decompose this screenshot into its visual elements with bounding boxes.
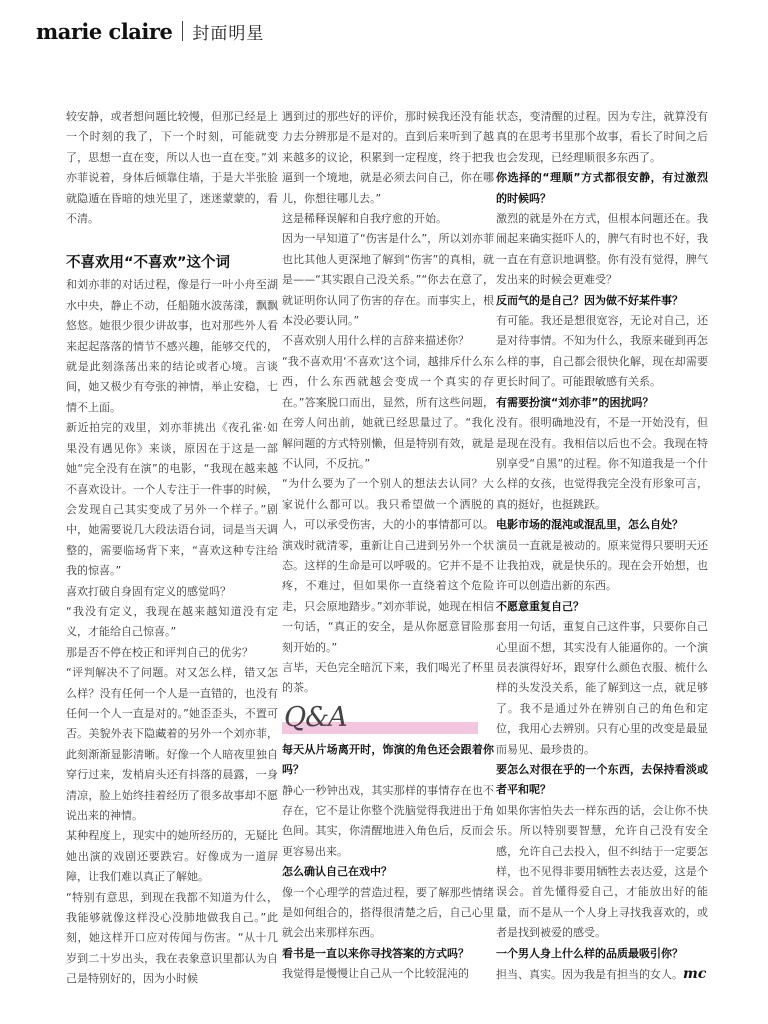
paragraph-text: 套用一句话，重复自己这件事，只要你自己心里面不想，其实没有人能逼你的。一个演员表演得好坏，跟穿什么颜色衣服、梳什么样的头发没关系，能了解到这一点，就足够了。我不是通过外在辨别自己的角色和定位，我用心去辨别。只有心里的改变是最显而易见、最珍贵的。 xyxy=(496,620,708,756)
paragraph-text: 这是稀释误解和自我疗愈的开始。 xyxy=(282,212,447,226)
magazine-header xyxy=(36,14,264,48)
interview-question xyxy=(496,515,708,535)
paragraph-text: 电影市场的混沌或混乱里，怎么自处？ xyxy=(496,518,683,532)
body-paragraph xyxy=(66,602,278,643)
paragraph-text: 没有。很明确地没有，不是一开始没有，但是现在没有。我相信以后也不会。我现在特别享受“自黑”的过程。你不知道我是一个什么样的女孩，也觉得我完全没有形象可言，真的挺好，也挺跳跃。 xyxy=(496,416,708,511)
paragraph-text: 那是否不停在校正和评判自己的优劣？ xyxy=(66,645,253,659)
interview-question xyxy=(496,760,708,801)
article-column-3 xyxy=(496,107,708,985)
paragraph-text: “评判解决不了问题。对又怎么样，错又怎么样？没有任何一个人是一直错的，也没有任何一个人一直是对的。”她歪歪头，不置可否。美貌外表下隐藏着的另外一个刘亦菲，此刻渐渐显影清晰。好像一个人暗夜里独自穿行过来，发梢肩头还有抖落的晨露，一身清凉，脸上始终挂着经历了很多故事却不愿说出来的神情。 xyxy=(66,666,278,822)
paragraph-text: 激烈的就是外在方式，但根本问题还在。我闹起来确实挺吓人的，脾气有时也不好，我一直在有意识地调整。你有没有觉得，脾气发出来的时候会更难受？ xyxy=(496,212,708,287)
body-paragraph xyxy=(66,418,278,581)
paragraph-text: 喜欢打破自身固有定义的感觉吗？ xyxy=(66,584,231,598)
paragraph-text: 状态，变清醒的过程。因为专注，就算没有真的在思考书里那个故事，看长了时间之后也会发现，已经理顺很多东西了。 xyxy=(496,110,708,164)
body-paragraph xyxy=(66,582,278,602)
body-paragraph xyxy=(282,781,494,863)
body-paragraph xyxy=(66,275,278,418)
paragraph-text: 某种程度上，现实中的她所经历的，无疑比她出演的戏剧还要跌宕。好像成为一道屏障，让我们难以真正了解她。 xyxy=(66,829,278,884)
body-paragraph xyxy=(282,209,494,229)
body-paragraph xyxy=(496,107,708,168)
paragraph-text: “特别有意思，到现在我都不知道为什么，我能够就像这样没心没肺地做我自己。”此刻，她这样开口应对传闻与伤害。“从十几岁到二十岁出头，我在表象意识里都认为自己是特别好的，因为小时候 xyxy=(66,890,278,986)
paragraph-text: 演员一直就是被动的。原来觉得只要明天还让我拍戏，就是快乐的。现在会开始想，也许可以创造出新的东西。 xyxy=(496,538,708,593)
body-paragraph xyxy=(496,801,708,944)
paragraph-text: 不喜欢别人用什么样的言辞来描述你？ xyxy=(282,334,469,348)
qa-title: Q&A xyxy=(284,701,347,733)
body-paragraph xyxy=(282,883,494,944)
body-paragraph xyxy=(496,311,708,393)
body-paragraph xyxy=(66,888,278,990)
body-paragraph xyxy=(496,617,708,760)
interview-question xyxy=(496,168,708,209)
paragraph-text: 因为一早知道了“伤害是什么”，所以刘亦菲也比其他人更深地了解到“伤害”的真相，就是——“其实跟自己没关系。”“你去在意了，就证明你认同了伤害的存在。而事实上，根本没必要认同。” xyxy=(282,232,494,328)
interview-question xyxy=(496,597,708,617)
paragraph-text: 和刘亦菲的对话过程，像是行一叶小舟至湖水中央，静止不动，任船随水波荡漾，飘飘悠悠。她很少很少讲故事，也对那些外人看来起起落落的情节不感兴趣，能够交代的，就是此刻涤荡出来的结论或者心境。言谈间，她又极少有夸张的神情，举止安稳，七情不上面。 xyxy=(66,278,278,414)
paragraph-text: 每天从片场离开时，饰演的角色还会跟着你吗？ xyxy=(282,742,494,777)
paragraph-text: 反而气的是自己？因为做不好某件事？ xyxy=(496,293,683,307)
body-paragraph xyxy=(66,826,278,887)
interview-question xyxy=(496,393,708,413)
paragraph-text: 一个男人身上什么样的品质最吸引你？ xyxy=(496,946,683,960)
interview-question xyxy=(496,291,708,311)
body-paragraph xyxy=(282,229,494,331)
paragraph-text: “我没有定义，我现在越来越知道没有定义，才能给自己惊喜。” xyxy=(66,604,278,639)
article-column-2 xyxy=(282,107,494,985)
paragraph-text: 怎么确认自己在戏中？ xyxy=(282,865,392,879)
header-divider xyxy=(182,21,183,41)
article-column-1 xyxy=(66,107,278,990)
body-paragraph xyxy=(66,107,278,229)
body-paragraph xyxy=(496,209,708,291)
paragraph-text: 如果你害怕失去一样东西的话，会让你不快乐。所以特别要智慧，允许自己没有安全感，允许自己去投入，但不纠结于一定要怎样，也不见得非要用牺牲去表达爱，这是个误会。首先懂得爱自己，才能放出好的能量，而不是从一个人身上寻找我喜欢的，或者是找到被爱的感受。 xyxy=(496,803,708,940)
body-paragraph xyxy=(282,331,494,351)
body-paragraph xyxy=(282,107,494,209)
paragraph-text: “为什么要为了一个别人的想法去认同？大家说什么都可以。我只希望做一个洒脱的人，可以承受伤害，大的小的事情都可以。演戏时就清零，重新让自己进到另外一个状态。这样的生命是可以呼吸的。它并不是不疼，不难过，但如果你一直绕着这个危险走，只会原地踏步。”刘亦菲说，她现在相信一句话，“真正的安全，是从你愿意冒险那刻开始的。” xyxy=(282,477,494,654)
body-paragraph xyxy=(496,413,708,515)
paragraph-text: 看书是一直以来你寻找答案的方式吗？ xyxy=(282,946,469,960)
paragraph-text: “我不喜欢用‘不喜欢’这个词，越排斥什么东西，什么东西就越会变成一个真实的存在。”答案脱口而出，显然，所有这些问题，在旁人问出前，她就已经思量过了。“我化解问题的方式特别懒，但是特别有效，就是不认同，不反抗。” xyxy=(282,354,494,470)
body-paragraph xyxy=(496,536,708,597)
section-title: 封面明星 xyxy=(192,23,265,44)
body-paragraph xyxy=(496,964,708,985)
body-paragraph xyxy=(282,964,494,984)
qa-heading xyxy=(282,701,482,738)
body-paragraph xyxy=(282,658,494,699)
mc-end-mark: mc xyxy=(683,966,707,983)
paragraph-text: 我觉得是慢慢让自己从一个比较混沌的 xyxy=(282,967,469,981)
paragraph-text: 你选择的“理顺”方式都很安静，有过激烈的时候吗？ xyxy=(496,171,708,205)
paragraph-text: 较安静，或者想问题比较慢，但那已经是上一个时刻的我了，下一个时刻，可能就变了，思想一直在变，所以人也一直在变。”刘亦菲说着，身体后倾靠住墙，于是大半张脸就隐遁在昏暗的烛光里了，迷迷蒙蒙的，看不清。 xyxy=(66,110,278,226)
paragraph-text: 遇到过的那些好的评价，那时候我还没有能力去分辨那是不是对的。直到后来听到了越来越多的议论，积累到一定程度，终于把我逼到一个境地，就是必须去问自己，你在哪儿，你想往哪儿去。” xyxy=(282,110,494,205)
paragraph-text: 新近拍完的戏里，刘亦菲挑出《夜孔雀·如果没有遇见你》来谈，原因在于这是一部她“完全没有在演”的电影，“我现在越来越不喜欢设计。一个人专注于一件事的时候，会发现自己其实变成了另外一个样子。”剧中，她需要说几大段法语台词，词是当天调整的，需要临场背下来，“喜欢这种专注给我的惊喜。” xyxy=(66,421,278,578)
paragraph-text: 有需要扮演“刘亦菲”的困扰吗？ xyxy=(496,395,654,409)
paragraph-text: 像一个心理学的营造过程，要了解那些情绪是如何组合的，搭得很清楚之后，自己心里就会出来那样东西。 xyxy=(282,885,494,940)
paragraph-text: 要怎么对很在乎的一个东西，去保持看淡或者平和呢？ xyxy=(496,763,708,797)
paragraph-text: 不愿意重复自己？ xyxy=(496,599,584,613)
interview-question xyxy=(496,944,708,964)
interview-question xyxy=(282,862,494,882)
body-paragraph xyxy=(66,663,278,826)
paragraph-text: 静心一秒钟出戏，其实那样的事情存在也不存在，它不是让你整个洗脑觉得我进出于角色间。其实，你清醒地进入角色后，反而会更容易出来。 xyxy=(282,783,494,858)
section-heading: 不喜欢用“不喜欢”这个词 xyxy=(66,255,231,272)
interview-question xyxy=(282,944,494,964)
body-paragraph xyxy=(282,474,494,658)
paragraph-text: 有可能。我还是想很宽容，无论对自己，还是对待事情。不知为什么，我原来碰到再怎么样的事，自己都会很快化解，现在却需要更长时间了。可能跟敏感有关系。 xyxy=(496,314,708,389)
interview-question xyxy=(282,740,494,781)
body-paragraph xyxy=(66,643,278,663)
paragraph-text: 担当、真实。因为我是有担当的女人。 xyxy=(496,968,683,982)
marie-claire-logo: marie claire xyxy=(36,18,173,44)
body-paragraph xyxy=(282,352,494,474)
paragraph-text: 言毕，天色完全暗沉下来，我们喝光了杯里的茶。 xyxy=(282,660,494,695)
